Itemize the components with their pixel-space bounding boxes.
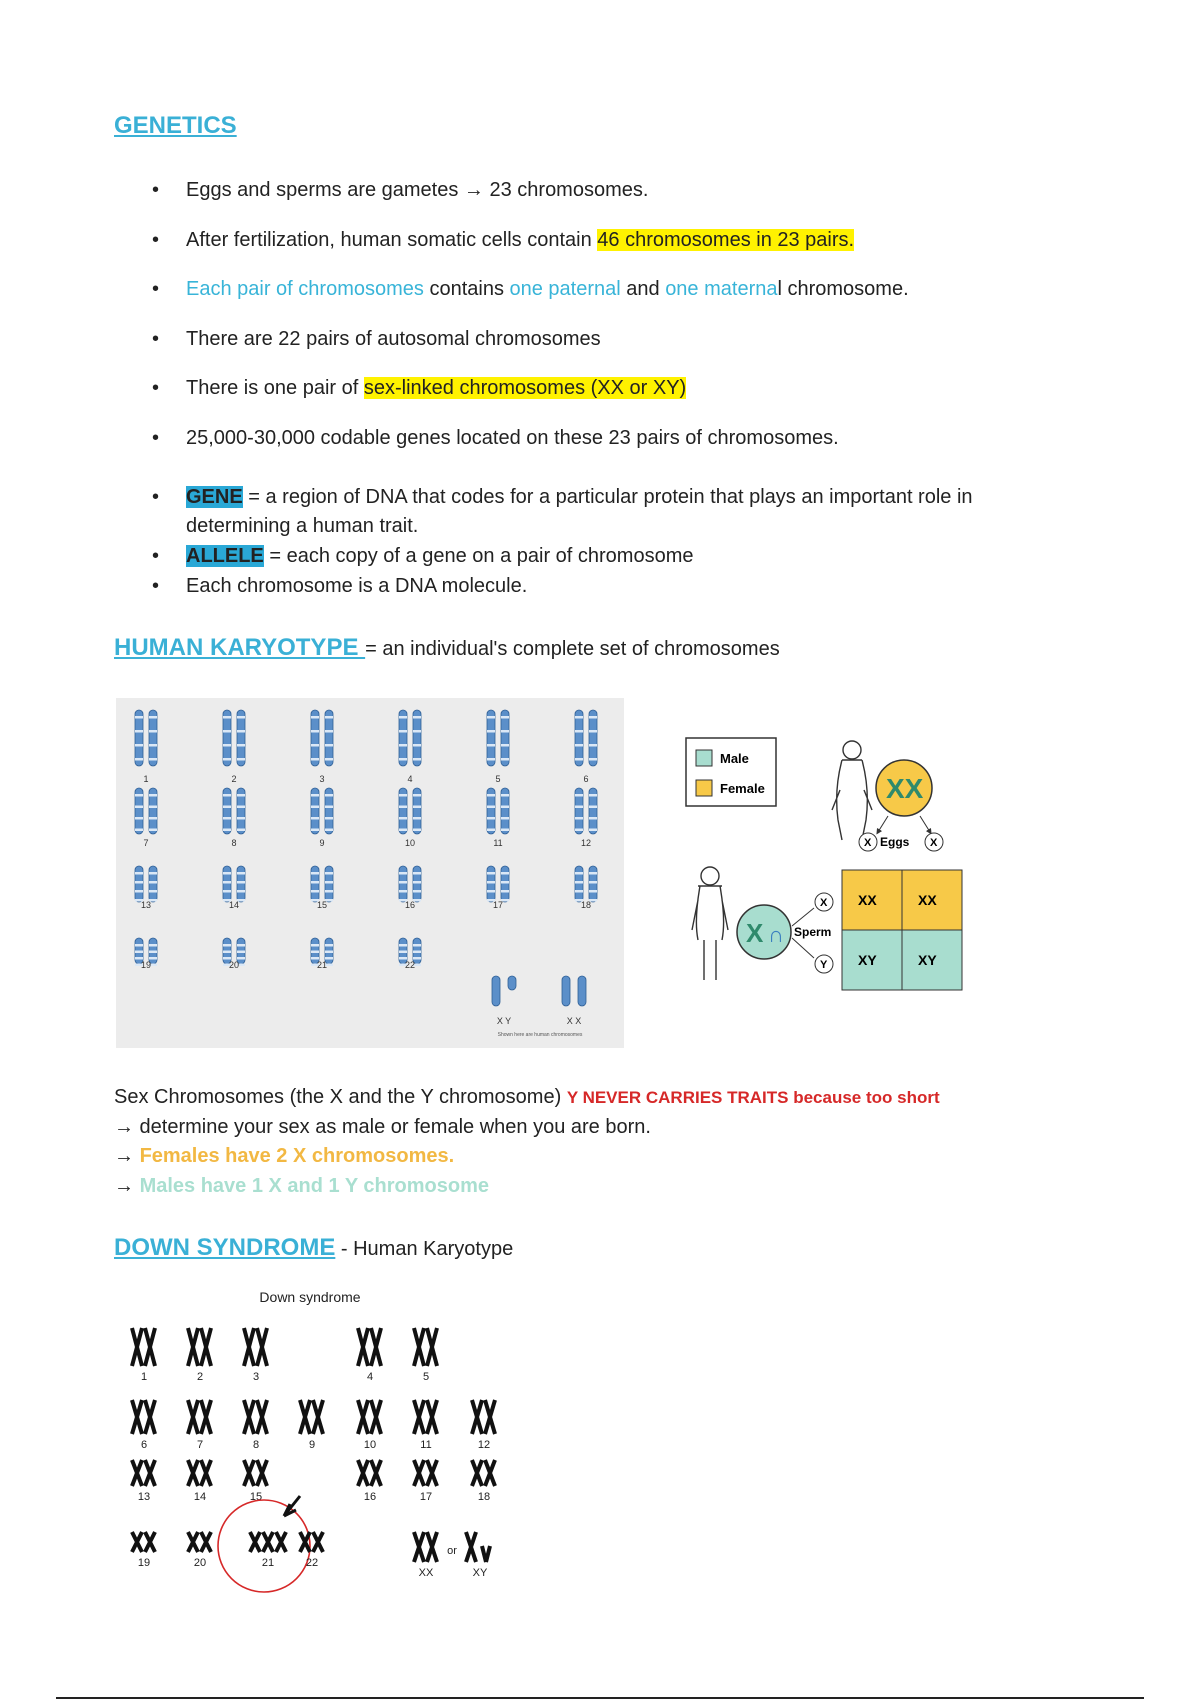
chromosome-pair-icon — [472, 1460, 495, 1486]
chromosome-pair-icon — [244, 1460, 267, 1486]
chromosome-number: 13 — [137, 1491, 151, 1503]
chromosome-pair-icon — [311, 788, 333, 834]
chromosome-pair-icon — [575, 710, 597, 766]
female-figure-icon — [832, 741, 872, 840]
chromosome-number: 22 — [404, 960, 416, 970]
legend-male-swatch — [696, 750, 712, 766]
sex-chromosome-label: X X — [566, 1016, 582, 1026]
chromosome-pair-icon — [300, 1532, 323, 1552]
chromosome-number: 11 — [493, 838, 503, 848]
arrow-text: → — [114, 1175, 140, 1197]
males-line — [114, 1175, 489, 1198]
chromosome-pair-icon — [223, 788, 245, 834]
chromosome-pair-icon — [244, 1328, 267, 1366]
egg-x-label: X — [864, 837, 872, 849]
chromosome-pair-icon — [300, 1400, 323, 1434]
egg-x-label: X — [930, 837, 938, 849]
chromosome-pair-icon — [399, 788, 421, 834]
chromosome-pair-icon — [188, 1460, 211, 1486]
chromosome-pair-icon — [135, 866, 157, 902]
term-gene: GENE — [186, 486, 243, 508]
sex-chromosome-pair-icon — [562, 976, 586, 1006]
punnett-label: XY — [918, 952, 937, 968]
sex-chromosome-label: X Y — [496, 1016, 512, 1026]
down-syndrome-figure — [114, 1282, 554, 1620]
chromosome-pair-icon — [311, 710, 333, 766]
chromosome-number: 1 — [143, 774, 149, 784]
term-each-pair: Each pair of chromosomes — [186, 278, 424, 300]
chromosome-pair-icon — [414, 1532, 437, 1562]
bullet-dot: • — [152, 377, 160, 399]
bullet-dot: • — [152, 575, 160, 597]
bullet-text: Each chromosome is a DNA molecule. — [186, 575, 528, 597]
term-maternal: one materna — [665, 278, 778, 300]
male-cell-y-icon: ∩ — [768, 922, 784, 947]
chromosome-pair-icon — [358, 1460, 381, 1486]
karyotype-figure — [116, 698, 624, 1048]
sex-chromosomes-line — [114, 1086, 940, 1109]
chromosome-pair-icon — [358, 1400, 381, 1434]
chromosome-pair-icon — [575, 866, 597, 902]
chromosome-number: 9 — [308, 1439, 316, 1451]
female-cell-xx-icon: XX — [886, 773, 924, 804]
chromosome-pair-icon — [223, 866, 245, 902]
bullet-text: and — [620, 278, 666, 300]
chromosome-pair-icon — [487, 866, 509, 902]
bullet-dot: • — [152, 545, 160, 567]
legend-male-label: Male — [720, 751, 749, 766]
chromosome-pair-icon — [487, 710, 509, 766]
chromosome-number: 9 — [319, 838, 325, 848]
chromosome-number: 7 — [196, 1439, 204, 1451]
chromosome-number: 20 — [228, 960, 240, 970]
chromosome-pair-icon — [414, 1460, 437, 1486]
chromosome-number: 11 — [420, 1439, 432, 1451]
karyotype-heading: HUMAN KARYOTYPE — [114, 634, 366, 661]
karyotype-definition: = an individual's complete set of chromosomes — [365, 638, 780, 660]
chromosome-pair-icon — [132, 1328, 155, 1366]
bullet-text: There is one pair of — [186, 377, 364, 399]
sex-inheritance-diagram — [682, 730, 982, 1000]
chromosome-number: 8 — [231, 838, 237, 848]
term-allele: ALLELE — [186, 545, 264, 567]
karyotype-chart — [116, 698, 624, 1048]
chromosome-number: 12 — [477, 1439, 491, 1451]
arrow-text: → — [114, 1145, 140, 1167]
chromosome-pair-icon — [132, 1532, 155, 1552]
chromosome-number: 16 — [363, 1491, 377, 1503]
bullet-text: After fertilization, human somatic cells contain — [186, 229, 598, 251]
determine-sex-line: → determine your sex as male or female when you are born. — [114, 1116, 651, 1138]
chromosome-pair-icon — [399, 710, 421, 766]
chromosome-number: 16 — [404, 900, 416, 910]
sex-xy-label: XY — [472, 1567, 488, 1579]
bullet-dot: • — [152, 427, 160, 449]
bullet-dot: • — [152, 229, 160, 251]
chromosome-number: 5 — [422, 1371, 430, 1383]
bullet-text: contains — [423, 278, 510, 300]
down-figure-title: Down syndrome — [259, 1289, 361, 1305]
chromosome-number: 19 — [137, 1557, 151, 1569]
chromosome-number: 7 — [143, 838, 149, 848]
chromosome-number: 10 — [404, 838, 416, 848]
chromosome-number: 10 — [363, 1439, 377, 1451]
bullet-dot: • — [152, 328, 160, 350]
chromosome-number: 3 — [319, 774, 325, 784]
chromosome-number: 22 — [305, 1557, 319, 1569]
chromosome-number: 18 — [477, 1491, 491, 1503]
chromosome-pair-icon — [414, 1400, 437, 1434]
chromosome-pair-icon — [132, 1460, 155, 1486]
chromosome-number: 2 — [231, 774, 237, 784]
male-figure-icon — [692, 867, 728, 980]
down-heading-suffix: - Human Karyotype — [335, 1238, 514, 1260]
chromosome-number: 3 — [252, 1371, 260, 1383]
chromosome-number: 21 — [261, 1557, 275, 1569]
down-syndrome-karyotype — [114, 1282, 554, 1620]
highlight-sex-linked: sex-linked chromosomes (XX or XY) — [363, 377, 687, 399]
bullet-dot: • — [152, 179, 160, 201]
chromosome-number: 6 — [140, 1439, 148, 1451]
chromosome-number: 15 — [316, 900, 328, 910]
highlight-46-chromosomes: 46 chromosomes in 23 pairs. — [597, 229, 855, 251]
chromosome-pair-icon — [466, 1532, 476, 1562]
down-heading-line — [114, 1234, 513, 1262]
legend-female-label: Female — [720, 781, 765, 796]
chromosome-pair-icon — [188, 1532, 211, 1552]
chromosome-pair-icon — [135, 710, 157, 766]
chromosome-pair-icon — [575, 788, 597, 834]
male-cell-x-icon: X — [746, 918, 764, 948]
sex-chromosome-pair-icon — [492, 976, 516, 1006]
sperm-y-label: Y — [820, 959, 828, 971]
chromosome-number: 15 — [249, 1491, 263, 1503]
eggs-label: Eggs — [880, 835, 910, 849]
chromosome-number: 4 — [407, 774, 413, 784]
chromosome-number: 8 — [252, 1439, 260, 1451]
chromosome-pair-icon — [188, 1328, 211, 1366]
chromosome-pair-icon — [188, 1400, 211, 1434]
males-text: Males have 1 X and 1 Y chromosome — [139, 1175, 489, 1197]
genetics-heading: GENETICS — [114, 112, 237, 139]
chromosome-pair-icon — [399, 866, 421, 902]
chromosome-number: 18 — [580, 900, 592, 910]
sex-xx-label: XX — [418, 1567, 434, 1579]
punnett-label: XY — [858, 952, 877, 968]
chromosome-pair-icon — [250, 1532, 286, 1552]
chromosome-number: 17 — [492, 900, 504, 910]
sex-chromosomes-text: Sex Chromosomes (the X and the Y chromosome) — [114, 1086, 567, 1108]
chromosome-number: 17 — [419, 1491, 433, 1503]
chromosome-pair-icon — [358, 1328, 381, 1366]
bullet-text: Eggs and sperms are gametes → 23 chromosomes. — [186, 179, 649, 201]
y-never-carries-traits: Y NEVER CARRIES TRAITS because too short — [566, 1088, 940, 1107]
chromosome-number: 21 — [316, 960, 328, 970]
punnett-label: XX — [858, 892, 877, 908]
bullet-text-continued: determining a human trait. — [186, 515, 419, 537]
chromosome-pair-icon — [135, 788, 157, 834]
footer-rule — [56, 1697, 1144, 1699]
chromosome-number: 4 — [366, 1371, 374, 1383]
bullet-text: = each copy of a gene on a pair of chromosome — [263, 545, 694, 567]
chromosome-number: 19 — [140, 960, 152, 970]
chromosome-pair-icon — [414, 1328, 437, 1366]
chromosome-pair-icon — [223, 710, 245, 766]
females-line — [114, 1145, 454, 1168]
bullet-text: 25,000-30,000 codable genes located on these 23 pairs of chromosomes. — [186, 427, 839, 449]
bullet-text: = a region of DNA that codes for a particular protein that plays an important role in — [242, 486, 973, 508]
chromosome-number: 14 — [193, 1491, 207, 1503]
bullet-dot: • — [152, 278, 160, 300]
chromosome-pair-icon — [244, 1400, 267, 1434]
chromosome-number: 2 — [196, 1371, 204, 1383]
chromosome-number: 14 — [228, 900, 240, 910]
punnett-label: XX — [918, 892, 937, 908]
chromosome-number: 20 — [193, 1557, 207, 1569]
chromosome-number: 13 — [140, 900, 152, 910]
bullet-text: l chromosome. — [777, 278, 909, 300]
chromosome-pair-icon — [487, 788, 509, 834]
bullet-dot: • — [152, 486, 160, 508]
chromosome-number: 5 — [495, 774, 501, 784]
chromosome-pair-icon — [472, 1400, 495, 1434]
or-label: or — [447, 1545, 457, 1557]
chromosome-pair-icon — [311, 866, 333, 902]
sperm-label: Sperm — [794, 925, 832, 939]
females-text: Females have 2 X chromosomes. — [139, 1145, 455, 1167]
chromosome-number: 12 — [580, 838, 592, 848]
karyotype-caption: Shown here are human chromosomes — [497, 1032, 583, 1038]
karyotype-heading-line — [114, 634, 780, 662]
sperm-x-label: X — [820, 897, 828, 909]
down-syndrome-heading: DOWN SYNDROME — [114, 1234, 336, 1261]
term-paternal: one paternal — [509, 278, 621, 300]
bullet-text: There are 22 pairs of autosomal chromosomes — [186, 328, 601, 350]
legend-female-swatch — [696, 780, 712, 796]
chromosome-number: 1 — [140, 1371, 148, 1383]
chromosome-number: 6 — [583, 774, 589, 784]
chromosome-pair-icon — [132, 1400, 155, 1434]
